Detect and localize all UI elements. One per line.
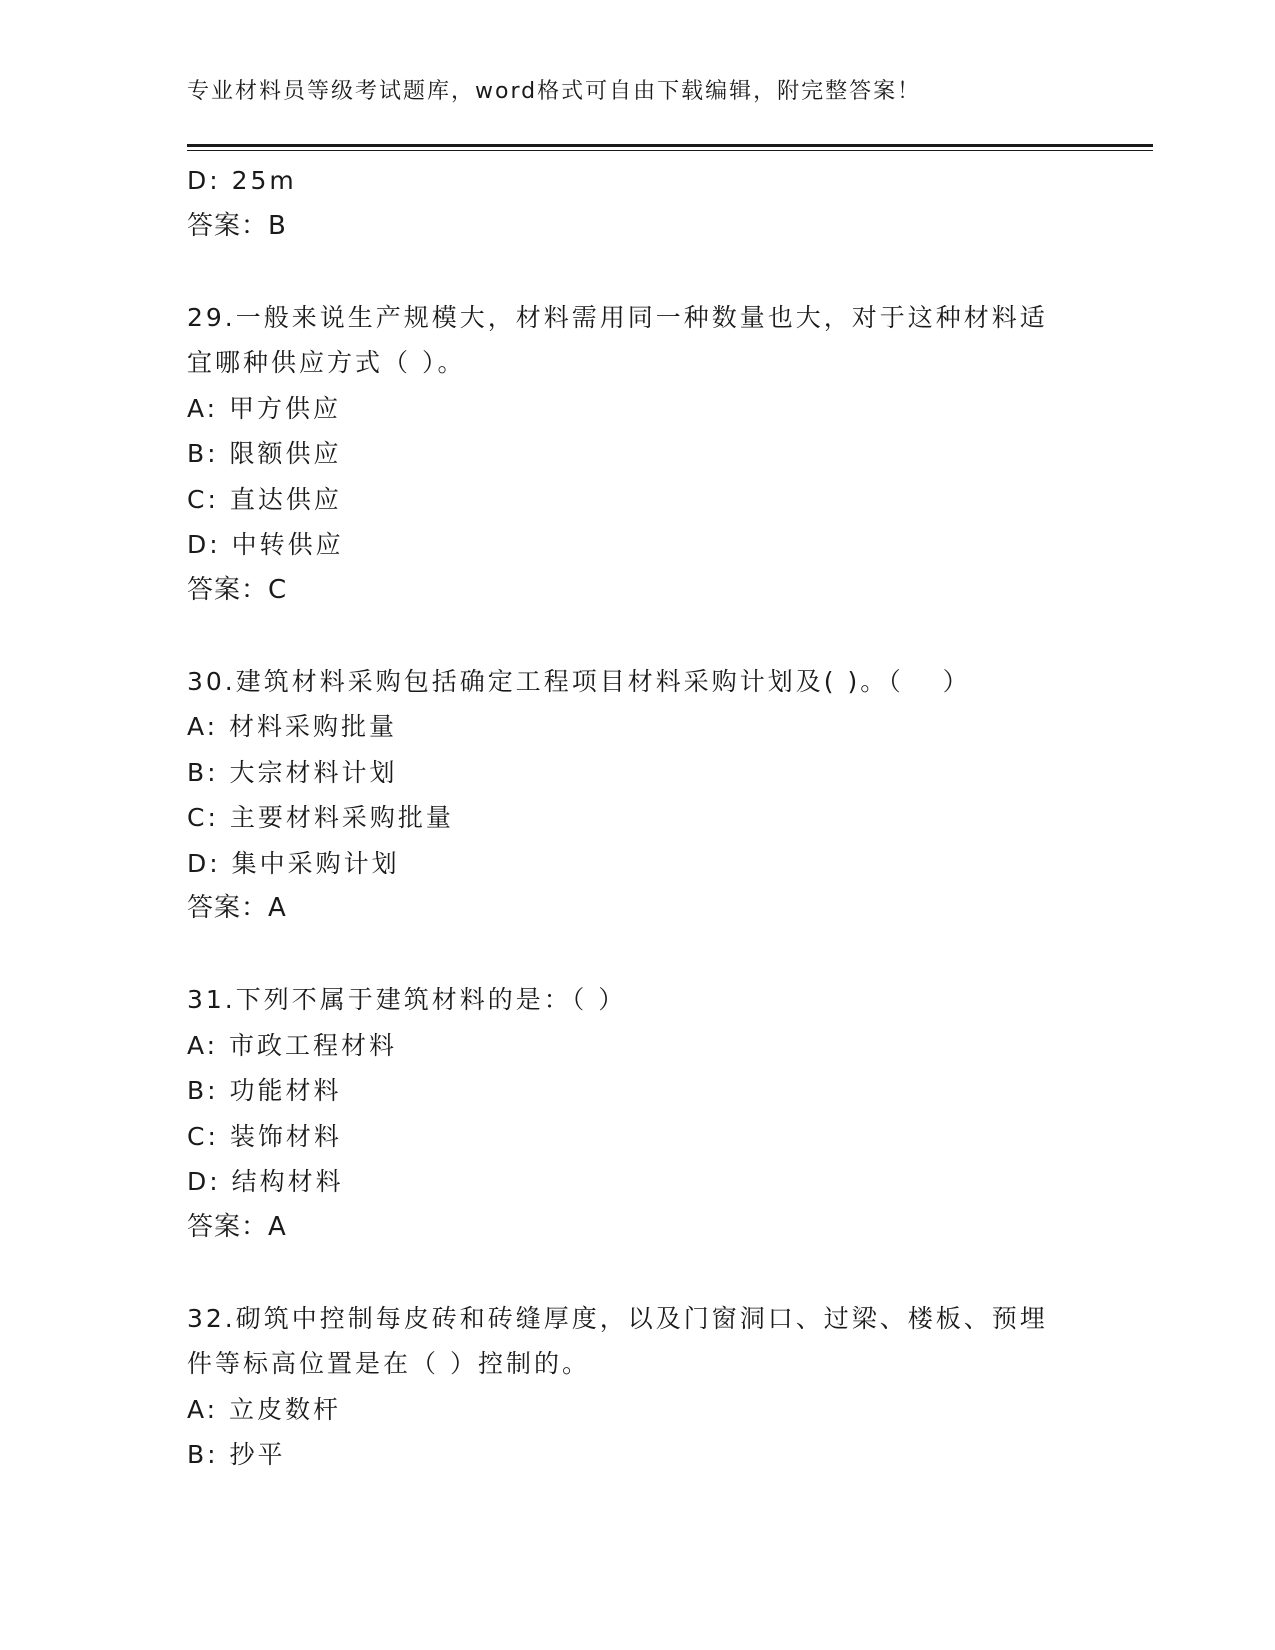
- spacer: [187, 1250, 1087, 1296]
- answer-line: 答案：A: [187, 893, 287, 923]
- option-b: B: 抄平: [187, 1440, 286, 1469]
- option-c: C: 装饰材料: [187, 1121, 342, 1151]
- option-b: B: 功能材料: [187, 1076, 342, 1105]
- option-b: B: 限额供应: [187, 439, 342, 468]
- option-a: A: 甲方供应: [187, 393, 342, 423]
- option-a: A: 材料采购批量: [187, 712, 398, 741]
- header-rule-thin: [187, 150, 1153, 151]
- spacer: [187, 249, 1087, 295]
- question-31-stem: 31.下列不属于建筑材料的是：（ ）: [187, 985, 627, 1014]
- answer-line: 答案：A: [187, 1211, 287, 1242]
- option-b: B: 大宗材料计划: [187, 757, 398, 787]
- option-a: A: 立皮数杆: [187, 1394, 342, 1424]
- question-32-stem-cont: 件等标高位置是在（ ）控制的。: [187, 1349, 590, 1378]
- option-d: D: 中转供应: [187, 530, 344, 559]
- spacer: [187, 613, 1087, 659]
- option-d: D: 结构材料: [187, 1167, 344, 1196]
- question-32-stem: 32.砌筑中控制每皮砖和砖缝厚度，以及门窗洞口、过梁、楼板、预埋: [187, 1303, 1048, 1333]
- question-29-stem-cont: 宜哪种供应方式（ ）。: [187, 348, 466, 377]
- option-c: C: 主要材料采购批量: [187, 803, 454, 832]
- page-header: 专业材料员等级考试题库，word格式可自由下载编辑，附完整答案！: [187, 79, 922, 104]
- header-rule: [187, 144, 1153, 147]
- spacer: [187, 932, 1087, 978]
- option-c: C: 直达供应: [187, 484, 342, 514]
- answer-line: 答案：B: [187, 210, 287, 241]
- question-list: [187, 158, 1087, 1478]
- answer-line: 答案：C: [187, 574, 288, 605]
- option-d: D: 集中采购计划: [187, 848, 400, 878]
- option-a: A: 市政工程材料: [187, 1030, 398, 1060]
- option-d: D: 25m: [187, 166, 297, 195]
- question-30-stem: 30.建筑材料采购包括确定工程项目材料采购计划及( )。（ ）: [187, 666, 971, 696]
- question-29-stem: 29.一般来说生产规模大，材料需用同一种数量也大，对于这种材料适: [187, 302, 1048, 332]
